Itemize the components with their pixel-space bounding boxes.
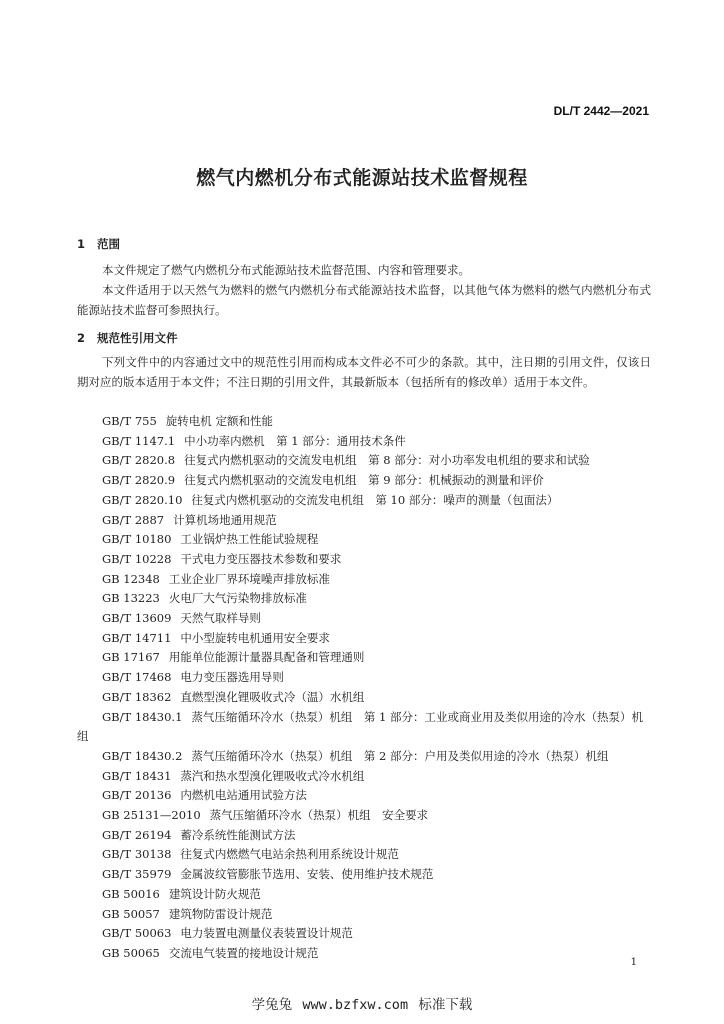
reference-list [77, 412, 651, 964]
reference-item [77, 885, 651, 905]
reference-code: GB/T 30138 [102, 847, 172, 862]
reference-title: 蒸汽和热水型溴化锂吸收式冷水机组 [180, 768, 365, 783]
reference-title: 蒸气压缩循环冷水（热泵）机组 第 1 部分：工业或商业用及类似用途的冷水（热泵）机组 [77, 709, 644, 744]
section-1-heading [77, 236, 120, 252]
reference-item [77, 550, 651, 570]
footer-slogan: 标准下载 [418, 997, 473, 1013]
reference-title: 中小型旋转电机通用安全要求 [180, 630, 330, 645]
reference-title: 用能单位能源计量器具配备和管理通则 [168, 650, 365, 665]
reference-title: 天然气取样导则 [180, 611, 261, 626]
reference-item [77, 648, 651, 668]
reference-code: GB/T 2820.9 [102, 473, 176, 488]
reference-title: 旋转电机 定额和性能 [165, 414, 273, 428]
reference-item [77, 609, 651, 629]
footer-url[interactable]: www.bzfxw.com [302, 997, 409, 1013]
reference-item [77, 471, 651, 491]
reference-title: 蒸气压缩循环冷水（热泵）机组 第 2 部分：户用及类似用途的冷水（热泵）机组 [191, 748, 609, 763]
reference-code: GB/T 17468 [102, 670, 172, 685]
reference-title: 蒸气压缩循环冷水（热泵）机组 安全要求 [209, 808, 429, 823]
reference-code: GB/T 18362 [102, 689, 172, 704]
reference-title: 往复式内燃机驱动的交流发电机组 第 10 部分：噪声的测量（包面法） [191, 492, 559, 507]
reference-code: GB/T 10228 [102, 551, 172, 566]
reference-title: 蓄冷系统性能测试方法 [180, 827, 296, 842]
reference-item [77, 530, 651, 550]
reference-item [77, 412, 651, 432]
reference-code: GB/T 14711 [102, 630, 172, 645]
reference-title: 干式电力变压器技术参数和要求 [180, 551, 342, 566]
reference-title: 内燃机电站通用试验方法 [180, 788, 307, 803]
document-title: 燃气内燃机分布式能源站技术监督规程 [196, 167, 528, 189]
reference-item [77, 570, 651, 590]
reference-title: 电力变压器选用导则 [180, 670, 284, 685]
reference-title: 往复式内燃燃气电站余热利用系统设计规范 [180, 847, 399, 862]
reference-code: GB/T 18431 [102, 768, 172, 783]
reference-title: 计算机场地通用规范 [173, 512, 277, 527]
reference-code: GB/T 35979 [102, 867, 172, 882]
reference-title: 交流电气装置的接地设计规范 [168, 945, 319, 960]
reference-item [77, 786, 651, 806]
reference-title: 工业企业厂界环境噪声排放标准 [168, 571, 330, 586]
section-2-title: 规范性引用文件 [97, 331, 178, 345]
reference-item [77, 589, 651, 609]
section-2-intro: 下列文件中的内容通过文中的规范性引用而构成本文件必不可少的条款。其中，注日期的引用文件，仅该日期对应的版本适用于本文件；不注日期的引用文件，其最新版本（包括所有的修改单）适用于本文件。 [77, 355, 651, 389]
reference-code: GB/T 13609 [102, 611, 172, 626]
reference-code: GB/T 2887 [102, 512, 165, 527]
reference-title: 往复式内燃机驱动的交流发电机组 第 8 部分：对小功率发电机组的要求和试验 [184, 453, 590, 468]
section-1-paragraph-2: 本文件适用于以天然气为燃料的燃气内燃机分布式能源站技术监督，以其他气体为燃料的燃气内燃机分布式能源站技术监督可参照执行。 [77, 283, 651, 317]
reference-item [77, 708, 651, 747]
reference-code: GB 50057 [102, 906, 160, 921]
reference-code: GB/T 755 [102, 414, 157, 428]
reference-item [77, 432, 651, 452]
reference-item [77, 451, 651, 471]
reference-item [77, 806, 651, 826]
reference-code: GB/T 18430.1 [102, 709, 183, 724]
reference-title: 金属波纹管膨胀节选用、安装、使用维护技术规范 [180, 867, 434, 882]
reference-code: GB/T 2820.10 [102, 492, 183, 507]
reference-title: 中小功率内燃机 第 1 部分：通用技术条件 [184, 433, 406, 448]
reference-item [77, 668, 651, 688]
reference-item [77, 865, 651, 885]
reference-item [77, 905, 651, 925]
reference-title: 电力装置电测量仪表装置设计规范 [180, 926, 353, 941]
reference-title: 往复式内燃机驱动的交流发电机组 第 9 部分：机械振动的测量和评价 [184, 473, 544, 488]
reference-code: GB 25131—2010 [102, 808, 201, 823]
reference-item [77, 747, 651, 767]
reference-item [77, 629, 651, 649]
reference-item [77, 944, 651, 964]
reference-code: GB/T 20136 [102, 788, 172, 803]
reference-code: GB/T 50063 [102, 926, 172, 941]
page-number: 1 [630, 957, 637, 968]
reference-title: 直燃型溴化锂吸收式冷（温）水机组 [180, 689, 365, 704]
reference-code: GB 12348 [102, 571, 160, 586]
reference-code: GB 50065 [102, 945, 160, 960]
reference-code: GB/T 2820.8 [102, 453, 176, 468]
reference-item [77, 924, 651, 944]
footer [0, 993, 724, 1013]
standard-code: DL/T 2442—2021 [553, 104, 649, 118]
reference-code: GB 13223 [102, 591, 160, 606]
reference-title: 建筑设计防火规范 [168, 886, 261, 901]
section-1-paragraph-1: 本文件规定了燃气内燃机分布式能源站技术监督范围、内容和管理要求。 [102, 263, 470, 277]
reference-item [77, 491, 651, 511]
reference-code: GB 50016 [102, 886, 160, 901]
section-2-number: 2 [77, 331, 86, 345]
reference-item [77, 688, 651, 708]
section-1-title: 范围 [97, 237, 120, 251]
footer-site-name: 学兔兔 [251, 997, 293, 1013]
reference-item [77, 511, 651, 531]
section-1-number: 1 [77, 237, 86, 251]
reference-title: 火电厂大气污染物排放标准 [168, 591, 307, 606]
reference-code: GB/T 26194 [102, 827, 172, 842]
reference-code: GB 17167 [102, 650, 160, 665]
reference-code: GB/T 18430.2 [102, 748, 183, 763]
reference-code: GB/T 1147.1 [102, 433, 176, 448]
reference-item [77, 845, 651, 865]
reference-item [77, 826, 651, 846]
reference-title: 建筑物防雷设计规范 [168, 906, 273, 921]
reference-title: 工业锅炉热工性能试验规程 [180, 532, 319, 547]
reference-code: GB/T 10180 [102, 532, 172, 547]
reference-item [77, 767, 651, 787]
section-2-heading [77, 330, 178, 346]
